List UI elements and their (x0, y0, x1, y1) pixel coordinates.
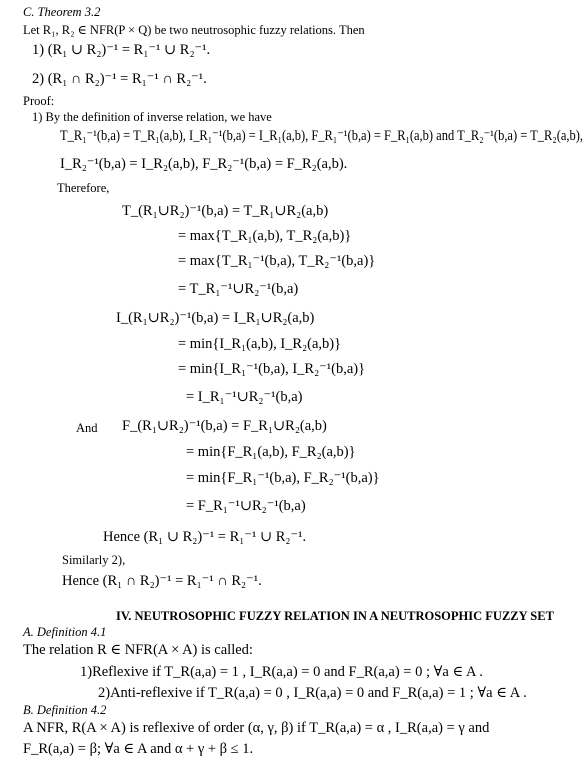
definition-4-1-statement: The relation R ∈ NFR(A × A) is called: (23, 642, 253, 658)
anti-reflexive-condition: 2)Anti-reflexive if T_R(a,a) = 0 , I_R(a,a) = 0 and F_R(a,a) = 1 ; ∀a ∈ A . (98, 685, 527, 701)
therefore-label: Therefore, (57, 181, 110, 195)
and-label: And (76, 421, 98, 435)
indeterminacy-equation-line-3: = min{I_R₁⁻¹(b,a), I_R₂⁻¹(b,a)} (178, 361, 366, 377)
definition-4-2-statement-1: A NFR, R(A × A) is reflexive of order (α, γ, β) if T_R(a,a) = α , I_R(a,a) = γ and (23, 720, 490, 736)
truth-equation-line-2: = max{T_R₁(a,b), T_R₂(a,b)} (178, 228, 352, 244)
definition-4-2-heading: B. Definition 4.2 (23, 703, 107, 717)
theorem-statement: Let R₁, R₂ ∈ NFR(P × Q) be two neutrosophic fuzzy relations. Then (23, 23, 365, 37)
indeterminacy-equation-line-4: = I_R₁⁻¹∪R₂⁻¹(b,a) (186, 389, 303, 405)
theorem-heading: C. Theorem 3.2 (23, 5, 101, 19)
proof-label: Proof: (23, 94, 55, 108)
theorem-item-2: 2) (R₁ ∩ R₂)⁻¹ = R₁⁻¹ ∩ R₂⁻¹. (32, 71, 207, 87)
definition-4-1-heading: A. Definition 4.1 (23, 625, 107, 639)
inverse-definition-line-2: I_R₂⁻¹(b,a) = I_R₂(a,b), F_R₂⁻¹(b,a) = F_R₂(a,b). (60, 156, 348, 172)
proof-step-1: 1) By the definition of inverse relation, we have (32, 110, 272, 124)
truth-equation-line-4: = T_R₁⁻¹∪R₂⁻¹(b,a) (178, 281, 299, 297)
falsity-equation-line-1: F_(R₁∪R₂)⁻¹(b,a) = F_R₁∪R₂(a,b) (122, 418, 327, 434)
hence-union-result: Hence (R₁ ∪ R₂)⁻¹ = R₁⁻¹ ∪ R₂⁻¹. (103, 529, 307, 545)
indeterminacy-equation-line-2: = min{I_R₁(a,b), I_R₂(a,b)} (178, 336, 342, 352)
truth-equation-line-1: T_(R₁∪R₂)⁻¹(b,a) = T_R₁∪R₂(a,b) (122, 203, 329, 219)
theorem-item-1: 1) (R₁ ∪ R₂)⁻¹ = R₁⁻¹ ∪ R₂⁻¹. (32, 42, 211, 58)
falsity-equation-line-2: = min{F_R₁(a,b), F_R₂(a,b)} (186, 444, 356, 460)
falsity-equation-line-4: = F_R₁⁻¹∪R₂⁻¹(b,a) (186, 498, 306, 514)
definition-4-2-statement-2: F_R(a,a) = β; ∀a ∈ A and α + γ + β ≤ 1. (23, 741, 254, 757)
indeterminacy-equation-line-1: I_(R₁∪R₂)⁻¹(b,a) = I_R₁∪R₂(a,b) (116, 310, 315, 326)
inverse-definition-line-1: T_R₁⁻¹(b,a) = T_R₁(a,b), I_R₁⁻¹(b,a) = I_R₁(a,b), F_R₁⁻¹(b,a) = F_R₁(a,b) and T_R₂⁻¹(b,a) = T_R₂(a,b), (60, 128, 584, 144)
reflexive-condition: 1)Reflexive if T_R(a,a) = 1 , I_R(a,a) = 0 and F_R(a,a) = 0 ; ∀a ∈ A . (80, 664, 483, 680)
falsity-equation-line-3: = min{F_R₁⁻¹(b,a), F_R₂⁻¹(b,a)} (186, 470, 380, 486)
section-heading: IV. NEUTROSOPHIC FUZZY RELATION IN A NEUTROSOPHIC FUZZY SET (116, 609, 554, 623)
truth-equation-line-3: = max{T_R₁⁻¹(b,a), T_R₂⁻¹(b,a)} (178, 253, 376, 269)
similarly-label: Similarly 2), (62, 553, 126, 567)
hence-intersection-result: Hence (R₁ ∩ R₂)⁻¹ = R₁⁻¹ ∩ R₂⁻¹. (62, 573, 262, 589)
